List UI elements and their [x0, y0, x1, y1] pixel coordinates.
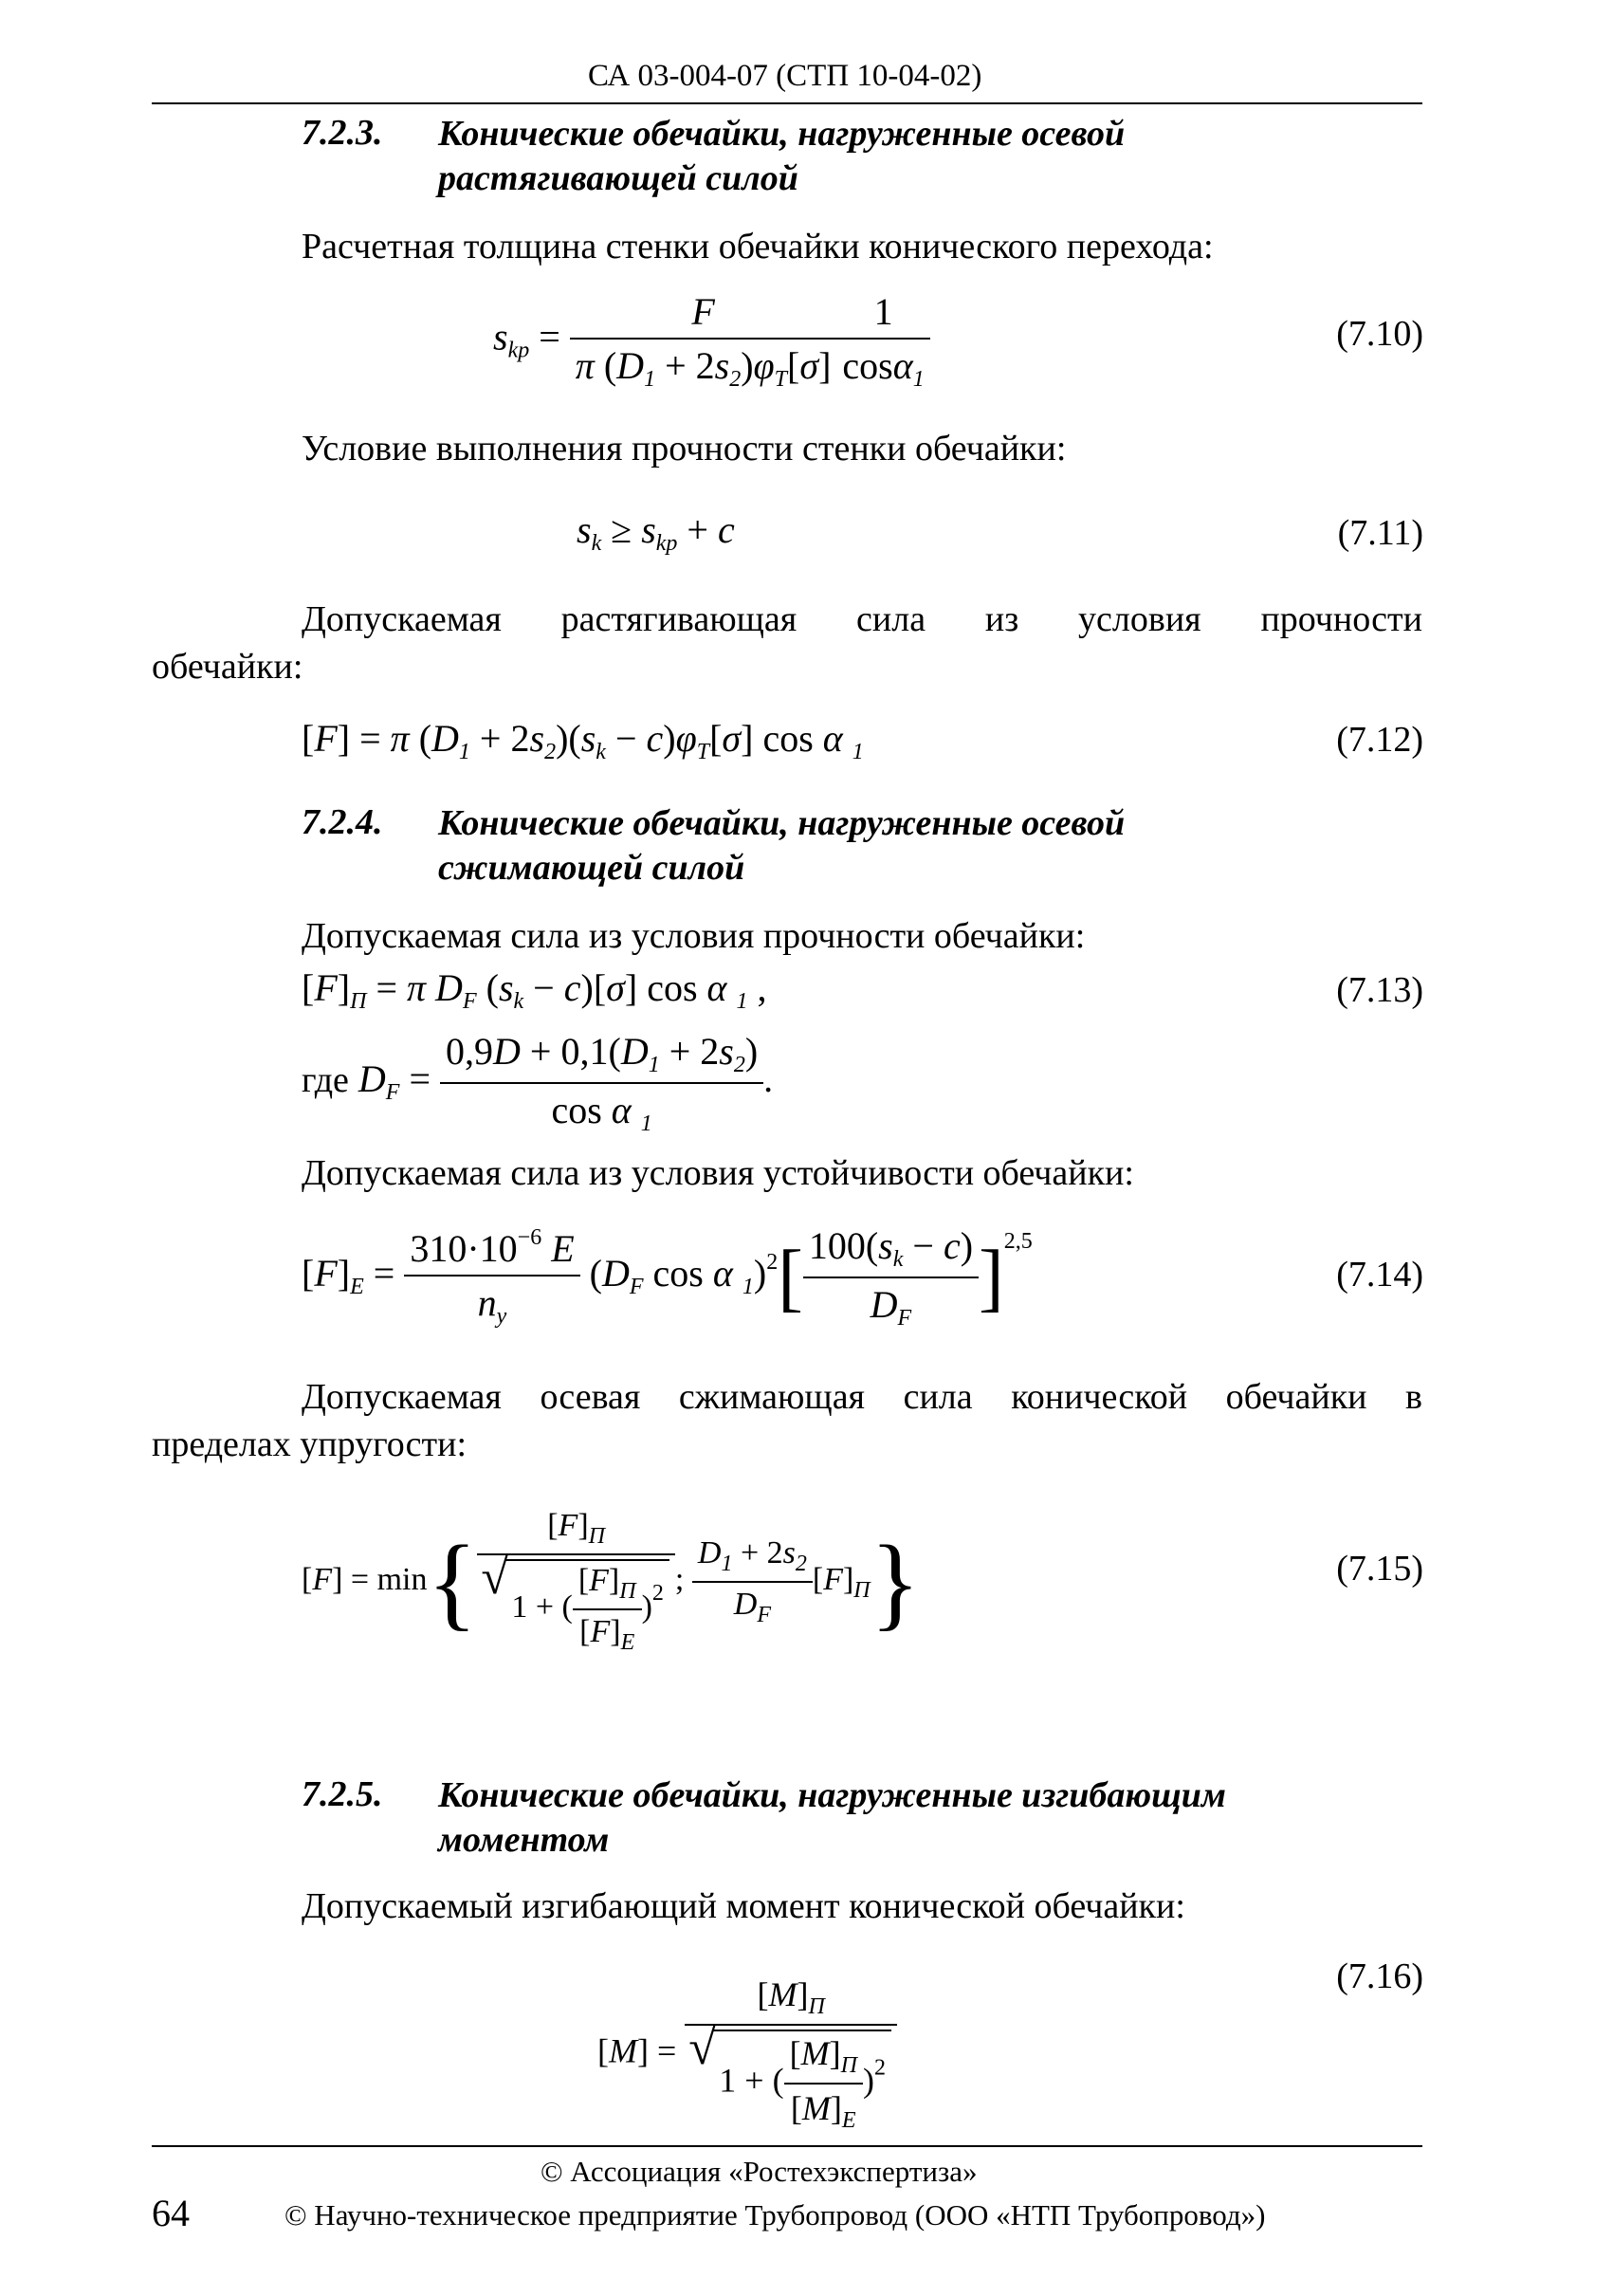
paragraph-elastic-axial-force-cont: пределах упругости:	[152, 1424, 467, 1464]
section-title-7-2-3: Конические обечайки, нагруженные осевой растягивающей силой	[438, 114, 1126, 198]
section-number-7-2-3: 7.2.3.	[302, 113, 383, 153]
footer-company: © Научно-техническое предприятие Трубопровод (ООО «НТП Трубопровод»)	[284, 2198, 1266, 2232]
equation-label-7-10: (7.10)	[1336, 314, 1423, 354]
equation-label-7-14: (7.14)	[1336, 1255, 1423, 1295]
footer-rule	[152, 2145, 1422, 2147]
formula-7-13: $[F]_П = \pi$ $D_F$ $(s_k - c)[\sigma]$ cos α $_1$ ,	[302, 966, 767, 1014]
paragraph-strength-force: Допускаемая сила из условия прочности обечайки:	[302, 916, 1086, 956]
paragraph-strength-condition: Условие выполнения прочности стенки обечайки:	[302, 429, 1067, 468]
paragraph-tensile-force: Допускаемая растягивающая сила из условия прочности	[302, 599, 1422, 639]
header-rule	[152, 102, 1422, 104]
formula-7-11: $s_k \ge s_{kp} + c$	[577, 508, 735, 556]
paragraph-stability-force: Допускаемая сила из условия устойчивости обечайки:	[302, 1153, 1134, 1193]
equation-label-7-15: (7.15)	[1336, 1549, 1423, 1589]
paragraph-elastic-axial-force: Допускаемая осевая сжимающая сила конической обечайки в	[302, 1377, 1422, 1417]
section-number-7-2-5: 7.2.5.	[302, 1774, 383, 1814]
equation-label-7-13: (7.13)	[1336, 970, 1423, 1010]
paragraph-bending-moment: Допускаемый изгибающий момент конической обечайки:	[302, 1886, 1185, 1926]
paragraph-wall-thickness: Расчетная толщина стенки обечайки конического перехода:	[302, 227, 1214, 266]
formula-7-16: [M] = $[M]_П$ √ 1 + ( $\frac{[M]_П}{[M]_E}$ )$^2$	[597, 1975, 897, 2134]
formula-7-14: $[F]_E$ = $\frac{310\cdot 10^{-6} E}{n_y}$ ($D_F$ cos α $_1$)$^2$[ $\frac{100(s_k - c)}{D_F}$ ]$^{2,5}$	[302, 1224, 1033, 1331]
paragraph-tensile-force-cont: обечайки:	[152, 647, 303, 687]
running-header: СА 03-004-07 (СТП 10-04-02)	[588, 59, 982, 93]
formula-7-10: $s_{kp}$ = $\frac{F}{\pi (D_1 + 2s_2)\varphi_T[\sigma]}$ $\frac{1}{\cos\alpha_1}$	[493, 289, 930, 393]
equation-label-7-16: (7.16)	[1336, 1956, 1423, 1996]
formula-7-15: [F] = min{ $[F]_П$ √ 1 + ( $\frac{[F]_П}{[F]_E}$ )$^2$ ; $\frac{D_1 + 2s_2}{D_F}$ $[F]_П$}	[302, 1508, 920, 1656]
section-title-7-2-4: Конические обечайки, нагруженные осевой сжимающей силой	[438, 803, 1126, 888]
where-word: где	[302, 1060, 349, 1101]
formula-df-definition: где $D_F$ = $\frac{0,9D + 0,1(D_1 + 2s_2)}{\cos \alpha _1}$ .	[302, 1030, 774, 1136]
page-number: 64	[152, 2192, 190, 2234]
equation-label-7-11: (7.11)	[1337, 513, 1423, 553]
formula-7-12: [F] = π $(D_1 + 2s_2)(s_k - c)\varphi_T[\sigma]$ cos α $_1$	[302, 717, 864, 764]
equation-label-7-12: (7.12)	[1336, 720, 1423, 760]
section-number-7-2-4: 7.2.4.	[302, 802, 383, 842]
footer-association: © Ассоциация «Ростехэкспертиза»	[541, 2155, 978, 2188]
section-title-7-2-5: Конические обечайки, нагруженные изгибающим моментом	[438, 1775, 1226, 1860]
